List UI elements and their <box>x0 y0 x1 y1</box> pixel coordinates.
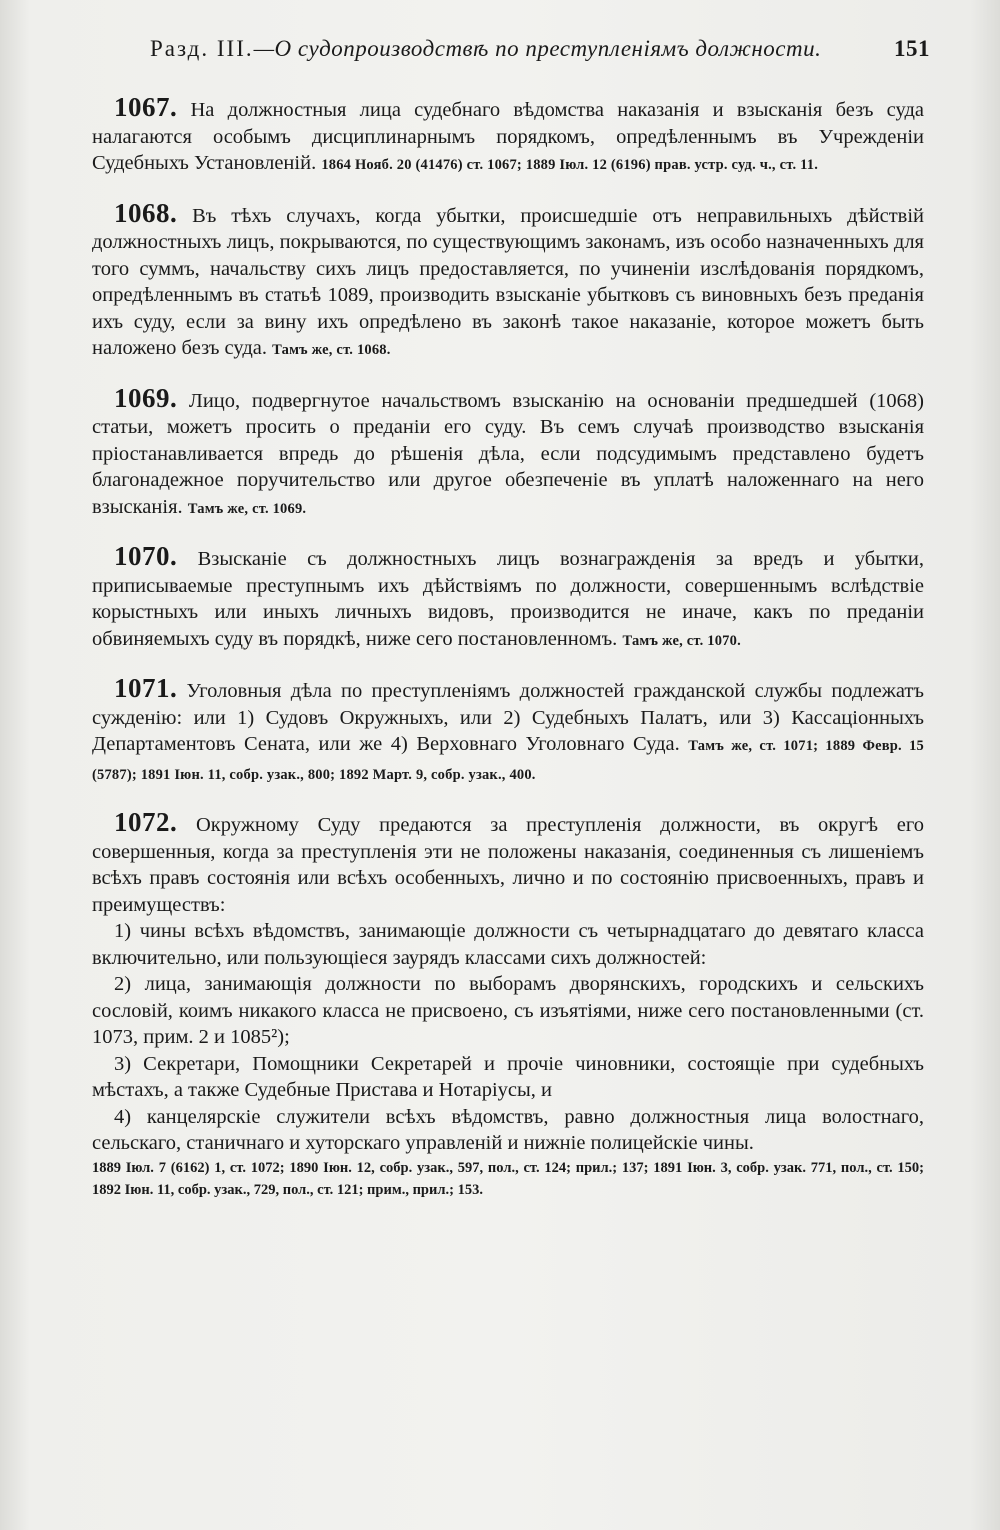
article-source: 1864 Нояб. 20 (41476) ст. 1067; 1889 Іюл. 12 (6196) прав. устр. суд. ч., ст. 11. <box>321 157 819 173</box>
article-source: Тамъ же, ст. 1071; 1889 Февр. 15 (5787); 1891 Іюн. 11, собр. узак., 800; 1892 Март. 9, собр. узак., 400. <box>92 738 924 783</box>
article-text: Взысканіе съ должностныхъ лицъ вознагражденія за вредъ и убытки, приписываемые преступнымъ ихъ дѣйствіямъ по должности, совершеннымъ вслѣдствіе корыстныхъ или иныхъ личныхъ видовъ, производится не иначе, какъ по преданіи обвиняемыхъ суду въ порядкѣ, ниже сего постановленномъ. <box>92 548 924 650</box>
article-1072 <box>92 809 924 1201</box>
article-number: 1069. <box>114 382 178 413</box>
article-paragraph <box>92 197 924 364</box>
running-header <box>150 36 930 70</box>
article-paragraph <box>92 382 924 523</box>
article-number: 1071. <box>114 673 178 703</box>
article-source: Тамъ же, ст. 1068. <box>272 342 391 358</box>
article-item-2: 2) лица, занимающія должности по выборамъ дворянскихъ, городскихъ и сельскихъ сословій, коимъ никакого класса не присвоено, съ изъятіями, ниже сего постановленными (ст. 1073, прим. 2 и 1085²); <box>92 973 924 1048</box>
article-text: Окружному Суду предаются за преступленія должности, въ округѣ его совершенныя, когда за преступленія эти не положены наказанія, соединенныя съ лишеніемъ всѣхъ правъ состоянія или всѣхъ особенныхъ, лично и по состоянію присвоенныхъ, правъ и преимуществъ: <box>92 814 924 916</box>
article-paragraph <box>92 675 924 788</box>
section-label: Разд. III. <box>150 36 254 61</box>
article-paragraph <box>92 94 924 179</box>
article-item-3: 3) Секретари, Помощники Секретарей и прочіе чиновники, состоящіе при судебныхъ мѣстахъ, а также Судебные Пристава и Нотаріусы, и <box>92 1052 924 1101</box>
article-text: Лицо, подвергнутое начальствомъ взысканію на основаніи предшедшей (1068) статьи, можетъ просить о преданіи его суду. Въ семъ случаѣ производство взысканія пріостанавливается впредь до рѣшенія дѣла, если подсудимымъ представлено будетъ благонадежное поручительство или другое обезпеченіе въ уплатѣ наложеннаго на него взысканія. <box>92 389 924 518</box>
article-number: 1067. <box>114 92 178 122</box>
article-text: На должностныя лица судебнаго вѣдомства наказанія и взысканія безъ суда налагаются особымъ дисциплинарнымъ порядкомъ, опредѣленнымъ въ Учрежденіи Судебныхъ Установленій. <box>92 99 924 174</box>
article-number: 1070. <box>114 541 178 571</box>
article-paragraph <box>92 809 924 918</box>
article-item-4: 4) канцелярскіе служители всѣхъ вѣдомствъ, равно должностныя лица волостнаго, сельскаго, станичнаго и хуторскаго управленій и нижніе полицейскіе чины. <box>92 1105 924 1154</box>
article-source: Тамъ же, ст. 1069. <box>187 500 307 517</box>
page-body <box>92 94 924 1222</box>
article-1069 <box>92 382 924 523</box>
article-source: Тамъ же, ст. 1070. <box>622 632 741 649</box>
article-source: 1889 Іюл. 7 (6162) 1, ст. 1072; 1890 Іюн. 12, собр. узак., 597, пол., ст. 124; прил.; 137; 1891 Іюн. 3, собр. узак. 771, пол., ст. 150; 1892 Іюн. 11, собр. узак., 729, пол., ст. 121; прим., прил.; 153. <box>92 1159 924 1198</box>
article-1067 <box>92 94 924 179</box>
article-1068 <box>92 197 924 364</box>
article-1071 <box>92 675 924 788</box>
article-1070 <box>92 543 924 654</box>
article-text: Уголовныя дѣла по преступленіямъ должностей гражданской службы подлежатъ сужденію: или 1) Судовъ Окружныхъ, или 2) Судебныхъ Палатъ, или 3) Кассаціонныхъ Департаментовъ Сената, или же 4) Верховнаго Уголовнаго Суда. <box>92 680 924 755</box>
page-number: 151 <box>894 36 930 61</box>
article-number: 1068. <box>114 197 178 228</box>
article-item-1: 1) чины всѣхъ вѣдомствъ, занимающіе должности съ четырнадцатаго до девятаго класса включительно, или пользующіеся заурядъ классами сихъ должностей: <box>92 920 924 969</box>
section-title: —О судопроизводствѣ по преступленіямъ должности. <box>253 36 822 61</box>
article-text: Въ тѣхъ случахъ, когда убытки, происшедшіе отъ неправильныхъ дѣйствій должностныхъ лицъ, покрываются, по существующимъ законамъ, изъ особо назначенныхъ для того суммъ, начальству сихъ лицъ предоставляется, по учиненіи изслѣдованія порядкомъ, опредѣленнымъ въ статьѣ 1089, производить взысканіе убытковъ съ виновныхъ безъ преданія ихъ суду, если за вину ихъ опредѣлено въ законѣ такое наказаніе, которое можетъ быть наложено безъ суда. <box>92 204 924 359</box>
article-paragraph <box>92 543 924 654</box>
article-number: 1072. <box>114 807 178 837</box>
running-title <box>150 36 821 62</box>
